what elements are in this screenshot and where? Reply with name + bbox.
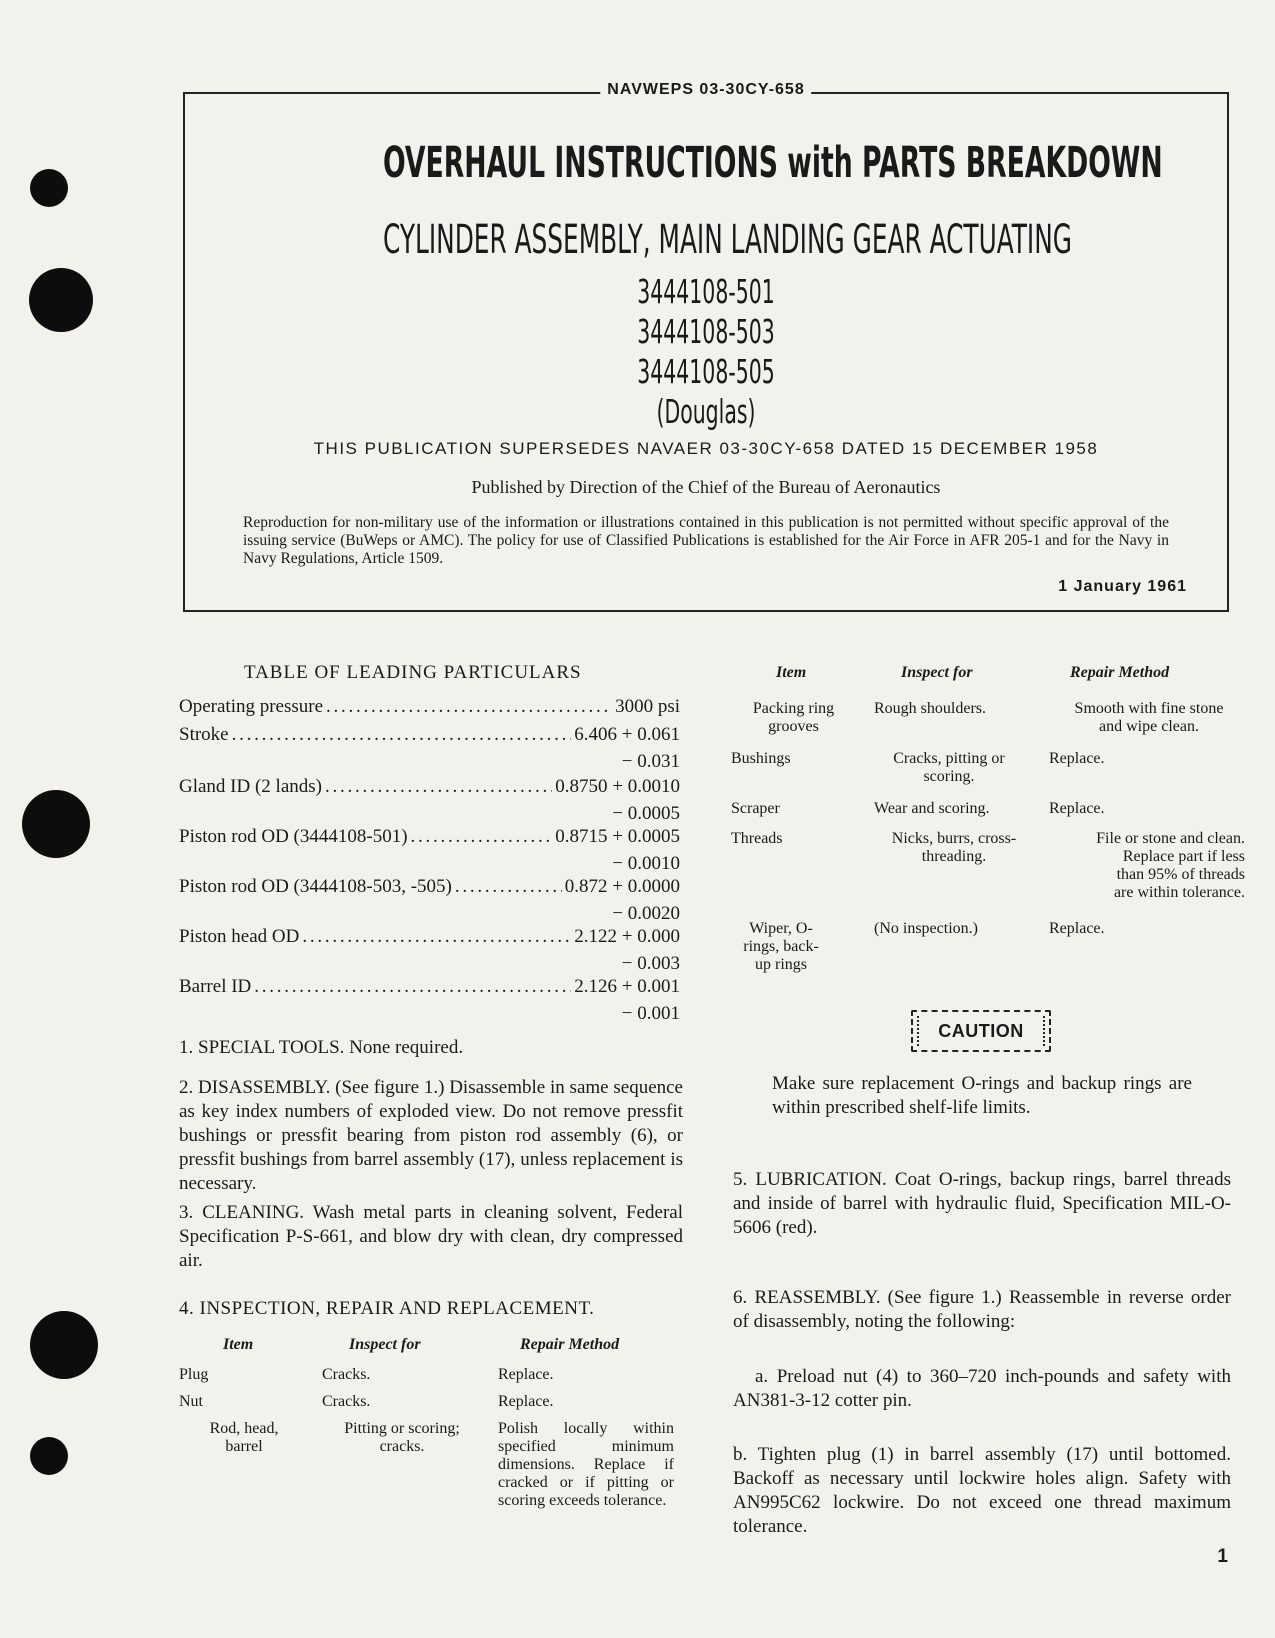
section-lubrication: 5. LUBRICATION. Coat O-rings, backup rings, barrel threads and inside of barrel with hydraulic fluid, Specification MIL-O-5606 (red). (733, 1169, 1231, 1238)
particular-row (179, 926, 680, 976)
table-cell: Nut (179, 1393, 203, 1410)
table-cell: Smooth with fine stone and wipe clean. (1074, 700, 1224, 735)
particular-value: 0.8715 + 0.0005 (555, 826, 680, 847)
particular-label: Piston head OD (179, 926, 300, 947)
table-cell: Cracks. (322, 1366, 371, 1383)
table-cell: Scraper (731, 800, 780, 817)
particular-value: 6.406 + 0.061 (574, 724, 680, 745)
table-cell: Packing ring grooves (752, 700, 835, 735)
part-number: 3444108-503 (637, 312, 775, 351)
particular-tolerance: − 0.0005 (612, 803, 680, 824)
part-number: 3444108-501 (637, 272, 775, 311)
part-number: 3444108-505 (637, 352, 775, 391)
table-cell: Polish locally within specified minimum dimensions. Replace if cracked or if pitting or scoring exceeds tolerance. (498, 1420, 674, 1509)
particular-row (179, 976, 680, 1026)
table-cell: (No inspection.) (874, 920, 978, 937)
step-a: a. Preload nut (4) to 360–720 inch-pounds and safety with AN381-3-12 cotter pin. (733, 1366, 1231, 1411)
table-cell: Cracks, pitting or scoring. (893, 750, 1005, 785)
table-cell: Wiper, O- rings, back- up rings (743, 920, 819, 973)
particular-tolerance: − 0.0020 (612, 903, 680, 924)
header-inspect: Inspect for (901, 664, 973, 681)
particular-value: 2.122 + 0.000 (574, 926, 680, 947)
particular-label: Piston rod OD (3444108-501) (179, 826, 408, 847)
title-block (183, 81, 1229, 612)
document-title: OVERHAUL INSTRUCTIONS with PARTS BREAKDOWN (382, 138, 1163, 188)
table-cell: Replace. (498, 1393, 554, 1410)
particular-tolerance: − 0.001 (621, 1003, 680, 1024)
caution-badge (911, 1010, 1051, 1052)
table-cell: Replace. (1049, 800, 1105, 817)
particular-row (179, 826, 680, 876)
binder-hole (30, 169, 68, 207)
particular-row (179, 776, 680, 826)
header-repair: Repair Method (520, 1336, 620, 1353)
particular-tolerance: − 0.0010 (612, 853, 680, 874)
section-inspection-title: 4. INSPECTION, REPAIR AND REPLACEMENT. (179, 1298, 595, 1319)
particular-label: Piston rod OD (3444108-503, -505) (179, 876, 452, 897)
page-number: 1 (1217, 1546, 1228, 1567)
table-cell: Nicks, burrs, cross- threading. (891, 830, 1017, 865)
part-number-list (185, 272, 1227, 432)
table-cell: Cracks. (322, 1393, 371, 1410)
particular-tolerance: − 0.031 (621, 751, 680, 772)
particular-value: 0.872 + 0.0000 (564, 876, 680, 897)
binder-hole (29, 268, 93, 332)
table-cell: Pitting or scoring; cracks. (344, 1420, 460, 1455)
section-cleaning: 3. CLEANING. Wash metal parts in cleaning solvent, Federal Specification P-S-661, and blow dry with clean, dry compressed air. (179, 1202, 683, 1271)
manufacturer: (Douglas) (656, 392, 756, 431)
binder-hole (22, 790, 90, 858)
table-cell: Rough shoulders. (874, 700, 986, 717)
published-by: Published by Direction of the Chief of the Bureau of Aeronautics (471, 477, 941, 497)
document-number: NAVWEPS 03-30CY-658 (600, 81, 811, 99)
header-inspect: Inspect for (349, 1336, 421, 1353)
inspection-table-right (728, 664, 1248, 984)
table-cell: Rod, head, barrel (209, 1420, 279, 1455)
table-cell: Replace. (498, 1366, 554, 1383)
particular-value: 0.8750 + 0.0010 (555, 776, 680, 797)
header-item: Item (776, 664, 807, 681)
particular-label: Stroke (179, 724, 229, 745)
particular-label: Operating pressure (179, 696, 324, 717)
binder-hole (30, 1311, 98, 1379)
section-special-tools: 1. SPECIAL TOOLS. None required. (179, 1037, 464, 1058)
particular-row (179, 876, 680, 926)
table-cell: Replace. (1049, 920, 1105, 937)
table-cell: Threads (731, 830, 783, 847)
particular-label: Gland ID (2 lands) (179, 776, 322, 797)
table-cell: Replace. (1049, 750, 1105, 767)
particular-value: 2.126 + 0.001 (574, 976, 680, 997)
table-cell: Plug (179, 1366, 209, 1383)
particular-row (179, 724, 680, 774)
particular-value: 3000 psi (615, 696, 680, 717)
table-cell: Wear and scoring. (874, 800, 990, 817)
leading-particulars-title: TABLE OF LEADING PARTICULARS (244, 662, 582, 683)
reproduction-notice: Reproduction for non-military use of the information or illustrations contained in this publication is not permitted without specific approval of the issuing service (BuWeps or AMC). The policy for use of Classified Publications is established for the Air Force in AFR 205-1 and for the Navy in Navy Regulations, Article 1509. (243, 514, 1169, 567)
particular-label: Barrel ID (179, 976, 252, 997)
caution-text: Make sure replacement O-rings and backup rings are within prescribed shelf-life limits. (772, 1073, 1192, 1118)
publication-date: 1 January 1961 (1058, 578, 1187, 595)
header-item: Item (223, 1336, 254, 1353)
caution-label: CAUTION (938, 1020, 1024, 1041)
table-cell: Bushings (731, 750, 791, 767)
section-disassembly: 2. DISASSEMBLY. (See figure 1.) Disassemble in same sequence as key index numbers of exploded view. Do not remove pressfit bushings or pressfit bearing from piston rod assembly (6), or pressfit bushings from barrel assembly (17), unless replacement is necessary. (179, 1077, 683, 1194)
binder-hole (30, 1437, 68, 1475)
header-repair: Repair Method (1070, 664, 1170, 681)
particular-tolerance: − 0.003 (621, 953, 680, 974)
particular-row (179, 696, 680, 722)
section-reassembly: 6. REASSEMBLY. (See figure 1.) Reassemble in reverse order of disassembly, noting the following: (733, 1287, 1231, 1332)
table-cell: File or stone and clean. Replace part if less than 95% of threads are within tolerance. (1096, 830, 1245, 901)
supersedes-notice: THIS PUBLICATION SUPERSEDES NAVAER 03-30CY-658 DATED 15 DECEMBER 1958 (313, 439, 1099, 458)
inspection-table-left (179, 1336, 689, 1536)
document-subtitle: CYLINDER ASSEMBLY, MAIN LANDING GEAR ACTUATING (382, 217, 1073, 263)
step-b: b. Tighten plug (1) in barrel assembly (17) until bottomed. Backoff as necessary until lockwire holes align. Safety with AN995C62 lockwire. Do not exceed one thread maximum tolerance. (733, 1444, 1231, 1537)
